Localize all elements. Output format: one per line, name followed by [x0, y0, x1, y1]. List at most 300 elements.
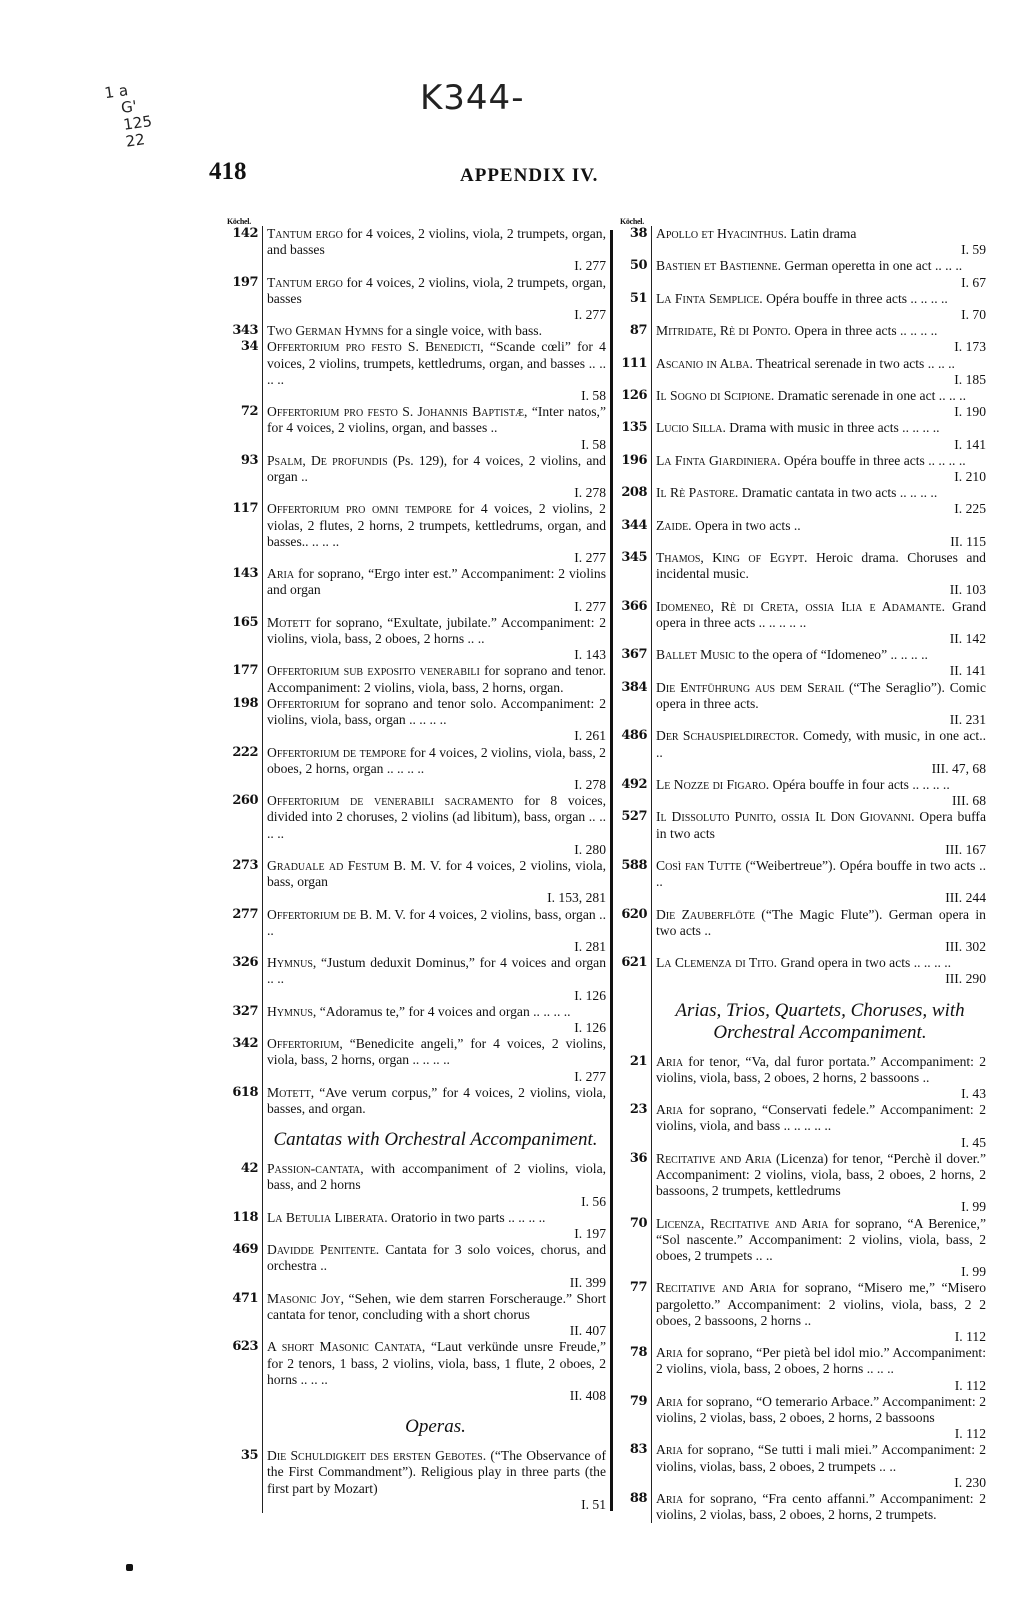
volume-page-reference: III. 290	[945, 971, 986, 987]
catalog-entry	[606, 356, 988, 388]
entry-body	[652, 858, 988, 907]
volume-page-reference: I. 126	[574, 1019, 606, 1035]
work-description: for soprano and tenor. Accompaniment: 2 violins, viola, bass, 2 horns, organ.	[267, 663, 606, 695]
entry-body	[263, 404, 608, 453]
entry-body	[652, 518, 988, 550]
entry-body	[263, 955, 608, 1004]
catalog-entry	[225, 907, 608, 956]
volume-page-reference: I. 58	[581, 436, 606, 452]
entry-body	[263, 323, 608, 339]
entry-body	[652, 485, 988, 517]
work-description: for soprano, “Misero me,” “Misero pargoletto.” Accompaniment: 2 violins, viola, bass, 2 2 oboes, 2 bassoons, 2 horns ..	[656, 1280, 986, 1328]
volume-page-reference: I. 277	[574, 550, 606, 566]
work-description: for soprano, “Ergo inter est.” Accompaniment: 2 violins and organ	[267, 566, 606, 598]
kochel-number: 222	[225, 745, 263, 794]
work-description: “Sehen, wie dem starren Forscherauge.” Short cantata for tenor, concluding with a short chorus	[267, 1290, 606, 1322]
kochel-number: 198	[225, 696, 263, 745]
catalog-entry	[225, 745, 608, 794]
work-title: Two German Hymns	[267, 323, 384, 339]
entry-body	[652, 599, 988, 648]
kochel-number: 23	[606, 1102, 652, 1151]
catalog-entry	[225, 696, 608, 745]
kochel-number: 70	[606, 1216, 652, 1281]
work-title: Offertorium pro festo S. Johannis Baptistæ,	[267, 404, 528, 420]
kochel-number: 618	[225, 1085, 263, 1117]
catalog-entry	[225, 1339, 608, 1404]
work-description: to the opera of “Idomeneo” .. .. .. ..	[738, 647, 928, 663]
entry-body	[263, 1291, 608, 1340]
work-description: German operetta in one act .. .. ..	[784, 258, 963, 274]
volume-page-reference: II. 408	[569, 1388, 606, 1404]
work-description: Opera in three acts .. .. .. ..	[794, 323, 938, 339]
kochel-number: 345	[606, 550, 652, 599]
volume-page-reference: I. 225	[954, 501, 986, 517]
work-description: with accompaniment of 2 violins, viola, bass, and 2 horns	[267, 1161, 606, 1193]
entry-body	[652, 1280, 988, 1345]
entry-body	[263, 858, 608, 907]
catalog-entry	[606, 599, 988, 648]
work-title: La Finta Semplice.	[656, 290, 763, 306]
catalog-entry	[606, 453, 988, 485]
work-description: Dramatic serenade in one act .. .. ..	[777, 388, 966, 404]
entry-body	[263, 501, 608, 566]
volume-page-reference: II. 231	[949, 712, 986, 728]
catalog-entry	[225, 323, 608, 339]
handwritten-margin-marks: 1 a G' 125 22	[103, 81, 154, 153]
catalog-entry	[225, 1291, 608, 1340]
handwritten-catalog-mark: K344-	[420, 78, 525, 118]
section-cantatas	[225, 1117, 608, 1161]
section-arias	[606, 988, 988, 1054]
work-title: Ascanio in Alba.	[656, 355, 753, 371]
work-description: (“Weibertreue”). Opéra bouffe in two acts .. ..	[656, 857, 986, 890]
catalog-entry	[606, 1345, 988, 1394]
work-description: (“The Seraglio”). Comic opera in three acts.	[656, 679, 986, 711]
work-title: Recitative and Aria	[656, 1150, 772, 1166]
kochel-number: 527	[606, 809, 652, 858]
catalog-entry	[606, 1442, 988, 1491]
catalog-entry	[225, 1242, 608, 1291]
work-title: Ballet Music	[656, 647, 735, 663]
volume-page-reference: I. 56	[581, 1193, 606, 1209]
volume-page-reference: I. 190	[954, 404, 986, 420]
kochel-number: 117	[225, 501, 263, 566]
entry-body	[263, 1210, 608, 1242]
volume-page-reference: II. 115	[950, 533, 986, 549]
catalog-entry	[606, 955, 988, 987]
entry-body	[652, 356, 988, 388]
entry-body	[652, 1394, 988, 1443]
catalog-entry	[606, 323, 988, 355]
work-description: for soprano, “O temerario Arbace.” Accompaniment: 2 violins, 2 violas, bass, 2 oboes, 2 horns, 2 bassoons	[656, 1393, 986, 1426]
kochel-number: 384	[606, 680, 652, 729]
entry-body	[263, 226, 608, 275]
work-title: Aria	[656, 1491, 684, 1507]
entry-body	[652, 647, 988, 679]
catalog-entry	[606, 388, 988, 420]
volume-page-reference: I. 143	[574, 647, 606, 663]
work-description: “Scande cœli” for 4 voices, 2 violins, trumpets, kettledrums, organ, and basses .. .. .. ..	[267, 339, 606, 387]
kochel-number: 78	[606, 1345, 652, 1394]
kochel-number: 50	[606, 258, 652, 290]
work-title: Così fan Tutte	[656, 857, 742, 873]
work-description: for tenor, “Va, dal furor portata.” Accompaniment: 2 violins, viola, bass, 2 oboes, 2 horns, 2 bassoons ..	[656, 1053, 986, 1085]
kochel-number: 366	[606, 599, 652, 648]
work-description: for 8 voices, divided into 2 choruses, 2 violins (ad libitum), bass, organ .. .. .. ..	[267, 793, 606, 841]
work-description: for soprano, “Fra cento affanni.” Accompaniment: 2 violins, 2 violas, bass, 2 oboes, 2 horns, 2 trumpets.	[656, 1491, 986, 1523]
entry-body	[652, 1102, 988, 1151]
work-title: Aria	[656, 1053, 684, 1069]
kochel-number: 87	[606, 323, 652, 355]
work-title: Motett,	[267, 1084, 315, 1100]
entry-body	[652, 226, 988, 258]
work-description: Opera buffa in two acts	[656, 809, 986, 841]
kochel-number: 118	[225, 1210, 263, 1242]
running-head: APPENDIX IV.	[460, 165, 599, 186]
volume-page-reference: I. 112	[954, 1377, 986, 1393]
work-title: La Betulia Liberata.	[267, 1209, 388, 1225]
catalog-entry	[225, 1004, 608, 1036]
work-description: for 4 voices, 2 violins, viola, bass, 2 oboes, 2 horns, organ .. .. .. ..	[267, 744, 606, 776]
entry-body	[652, 453, 988, 485]
work-description: for a single voice, with bass.	[386, 323, 542, 339]
work-description: for soprano, “Conservati fedele.” Accompaniment: 2 violins, viola, and bass .. .. .. .. ..	[656, 1102, 986, 1134]
work-description: Grand opera in two acts .. .. .. ..	[780, 955, 952, 971]
work-title: Recitative and Aria	[656, 1280, 777, 1296]
work-title: Masonic Joy,	[267, 1290, 344, 1306]
entry-body	[263, 1004, 608, 1036]
work-description: (Ps. 129), for 4 voices, 2 violins, and organ ..	[267, 452, 606, 485]
work-title: Aria	[656, 1102, 684, 1118]
work-title: Die Entführung aus dem Serail	[656, 679, 845, 695]
work-title: Offertorium pro omni tempore	[267, 501, 452, 517]
kochel-number: 344	[606, 518, 652, 550]
work-description: “Justum deduxit Dominus,” for 4 voices and organ .. ..	[267, 955, 606, 987]
volume-page-reference: I. 278	[574, 776, 606, 792]
entry-body	[263, 1448, 608, 1513]
volume-page-reference: I. 70	[961, 307, 986, 323]
work-title: Lucio Silla.	[656, 420, 726, 436]
kochel-number: 21	[606, 1054, 652, 1103]
entry-body	[263, 566, 608, 615]
volume-page-reference: I. 278	[574, 485, 606, 501]
work-title: Le Nozze di Figaro.	[656, 776, 770, 792]
entry-body	[652, 1491, 988, 1523]
catalog-entry	[606, 1216, 988, 1281]
kochel-number: 177	[225, 663, 263, 695]
entry-body	[652, 388, 988, 420]
page-number: 418	[209, 158, 247, 185]
volume-page-reference: I. 197	[574, 1225, 606, 1241]
kochel-number: 273	[225, 858, 263, 907]
catalog-entry	[225, 275, 608, 324]
work-description: Drama with music in three acts .. .. .. ..	[729, 420, 940, 436]
work-description: Cantata for 3 solo voices, chorus, and orchestra ..	[267, 1242, 606, 1274]
work-title: Offertorium de B. M. V.	[267, 906, 406, 922]
work-description: Comedy, with music, in one act.. ..	[656, 728, 986, 760]
work-description: Opera in two acts ..	[695, 517, 801, 533]
kochel-number: 143	[225, 566, 263, 615]
work-title: Offertorium de tempore	[267, 744, 407, 760]
volume-page-reference: I. 112	[954, 1426, 986, 1442]
kochel-number: 588	[606, 858, 652, 907]
work-title: Mitridate, Rè di Ponto.	[656, 323, 791, 339]
entry-body	[263, 745, 608, 794]
kochel-number: 342	[225, 1036, 263, 1085]
work-description: “Benedicite angeli,” for 4 voices, 2 violins, viola, bass, 2 horns, organ .. .. .. ..	[267, 1036, 606, 1068]
catalog-entry	[606, 1394, 988, 1443]
kochel-number: 34	[225, 339, 263, 404]
catalog-entry	[606, 291, 988, 323]
volume-page-reference: I. 59	[961, 242, 986, 258]
work-description: Opéra bouffe in four acts .. .. .. ..	[772, 776, 950, 792]
work-title: Tantum ergo	[267, 274, 343, 290]
work-description: (“The Magic Flute”). German opera in two acts ..	[656, 906, 986, 938]
volume-page-reference: III. 167	[945, 841, 986, 857]
work-description: “Adoramus te,” for 4 voices and organ .. .. .. ..	[319, 1003, 571, 1019]
work-description: Dramatic cantata in two acts .. .. .. ..	[741, 485, 938, 501]
volume-page-reference: I. 230	[954, 1474, 986, 1490]
work-title: Psalm, De profundis	[267, 452, 388, 468]
catalog-entry	[225, 501, 608, 566]
work-description: Grand opera in three acts .. .. .. .. ..	[656, 598, 986, 630]
entry-body	[263, 453, 608, 502]
volume-page-reference: I. 261	[574, 728, 606, 744]
catalog-entry	[225, 1085, 608, 1117]
kochel-number: 38	[606, 226, 652, 258]
work-title: Apollo et Hyacinthus.	[656, 226, 787, 241]
volume-page-reference: II. 399	[569, 1274, 606, 1290]
work-title: Passion-cantata,	[267, 1161, 364, 1177]
entry-body	[652, 1054, 988, 1103]
work-description: (Licenza) for tenor, “Perchè il dover.” Accompaniment: 2 violins, viola, bass, 2 oboes, 2 horns, 2 bassoons, 2 trumpets, kettledrums	[656, 1150, 986, 1199]
work-title: Thamos, King of Egypt.	[656, 550, 808, 566]
volume-page-reference: I. 280	[574, 841, 606, 857]
kochel-number: 343	[225, 323, 263, 339]
kochel-number: 126	[606, 388, 652, 420]
catalog-entry	[225, 663, 608, 695]
work-title: Il Rè Pastore.	[656, 485, 739, 501]
entry-body	[652, 728, 988, 777]
work-title: Licenza, Recitative and Aria	[656, 1215, 829, 1231]
kochel-number: 51	[606, 291, 652, 323]
work-title: Aria	[656, 1345, 684, 1361]
work-title: Die Zauberflöte	[656, 906, 755, 922]
catalog-entry	[606, 1102, 988, 1151]
volume-page-reference: I. 185	[954, 371, 986, 387]
entry-body	[652, 1216, 988, 1281]
volume-page-reference: I. 99	[961, 1264, 986, 1280]
volume-page-reference: I. 141	[954, 436, 986, 452]
kochel-number: 77	[606, 1280, 652, 1345]
volume-page-reference: II. 141	[949, 663, 986, 679]
volume-page-reference: I. 112	[954, 1329, 986, 1344]
kochel-number: 196	[606, 453, 652, 485]
entry-body	[652, 809, 988, 858]
catalog-entry	[606, 647, 988, 679]
work-description: Theatrical serenade in two acts .. .. ..	[756, 355, 955, 371]
kochel-number: 83	[606, 1442, 652, 1491]
volume-page-reference: I. 277	[574, 307, 606, 323]
entry-body	[263, 907, 608, 956]
catalog-entry	[225, 1448, 608, 1513]
catalog-entry	[225, 453, 608, 502]
entry-body	[263, 696, 608, 745]
work-title: Offertorium pro festo S. Benedicti,	[267, 339, 484, 355]
volume-page-reference: I. 51	[581, 1496, 606, 1512]
work-description: (“The Observance of the First Commandment”). Religious play in three parts (the first part by Mozart)	[267, 1448, 606, 1496]
volume-page-reference: I. 210	[954, 469, 986, 485]
entry-body	[652, 323, 988, 355]
volume-page-reference: I. 67	[961, 274, 986, 290]
kochel-number: 277	[225, 907, 263, 956]
catalog-entry	[225, 404, 608, 453]
kochel-number: 35	[225, 1448, 263, 1513]
work-title: Motett	[267, 614, 311, 630]
work-description: “Inter natos,” for 4 voices, 2 violins, organ, and basses ..	[267, 404, 606, 436]
work-title: Tantum ergo	[267, 226, 343, 241]
kochel-label: Köchel.	[227, 217, 251, 226]
work-title: Aria	[656, 1442, 684, 1458]
catalog-entry	[225, 339, 608, 404]
work-title: Idomeneo, Rè di Creta, ossia Ilia e Adamante.	[656, 598, 946, 614]
left-column	[225, 214, 608, 1513]
entry-body	[652, 1151, 988, 1216]
entry-body	[652, 420, 988, 452]
work-title: Hymnus,	[267, 1003, 317, 1019]
entry-body	[263, 615, 608, 664]
volume-page-reference: I. 277	[574, 1068, 606, 1084]
kochel-number: 88	[606, 1491, 652, 1523]
catalog-entry	[606, 809, 988, 858]
work-title: Offertorium,	[267, 1036, 343, 1052]
kochel-number: 135	[606, 420, 652, 452]
kochel-number: 623	[225, 1339, 263, 1404]
catalog-entry	[606, 1054, 988, 1103]
entry-body	[263, 663, 608, 695]
entry-body	[652, 1442, 988, 1491]
work-title: Offertorium de venerabili sacramento	[267, 793, 514, 809]
work-title: Die Schuldigkeit des ersten Gebotes.	[267, 1448, 487, 1464]
work-description: for soprano and tenor solo. Accompaniment: 2 violins, viola, bass, organ .. .. .. ..	[267, 695, 606, 728]
kochel-number: 471	[225, 1291, 263, 1340]
work-description: for soprano, “A Berenice,” “Sol nascente.” Accompaniment: 2 violins, viola, bass, 2 oboes, 2 trumpets .. ..	[656, 1215, 986, 1263]
kochel-number: 208	[606, 485, 652, 517]
work-description: for 4 voices, 2 violins, viola, bass, organ	[267, 857, 606, 890]
catalog-entry	[606, 858, 988, 907]
catalog-entry	[225, 566, 608, 615]
work-title: Der Schauspieldirector.	[656, 728, 799, 744]
kochel-number: 93	[225, 453, 263, 502]
catalog-entry	[606, 420, 988, 452]
volume-page-reference: I. 277	[574, 258, 606, 274]
catalog-entry	[606, 907, 988, 956]
section-title: Operas.	[405, 1416, 466, 1438]
catalog-entry	[225, 1161, 608, 1210]
volume-page-reference: I. 277	[574, 598, 606, 614]
kochel-number: 486	[606, 728, 652, 777]
catalog-entry	[225, 955, 608, 1004]
work-title: Graduale ad Festum B. M. V.	[267, 857, 442, 873]
kochel-number: 492	[606, 777, 652, 809]
work-description: for soprano, “Se tutti i mali miei.” Accompaniment: 2 violins, violas, bass, 2 oboes, 2 trumpets .. ..	[656, 1442, 986, 1474]
entry-body	[652, 550, 988, 599]
entry-body	[652, 1345, 988, 1394]
entry-body	[263, 1339, 608, 1404]
volume-page-reference: I. 173	[954, 339, 986, 355]
catalog-entry	[606, 1151, 988, 1216]
catalog-entry	[225, 226, 608, 275]
volume-page-reference: I. 281	[574, 938, 606, 954]
work-title: Offertorium	[267, 695, 340, 711]
kochel-number: 36	[606, 1151, 652, 1216]
section-title: Arias, Trios, Quartets, Choruses, with Orchestral Accompaniment.	[675, 999, 965, 1043]
kochel-number: 142	[225, 226, 263, 275]
catalog-entry	[606, 550, 988, 599]
work-title: Aria	[267, 566, 295, 582]
work-description: for 4 voices, 2 violins, viola, 2 trumpets, organ, basses	[267, 274, 606, 306]
work-title: Offertorium sub exposito venerabili	[267, 663, 480, 679]
entry-body	[263, 1036, 608, 1085]
work-description: Heroic drama. Choruses and incidental music.	[656, 550, 986, 582]
catalog-entry	[606, 1280, 988, 1345]
work-description: for soprano, “Exultate, jubilate.” Accompaniment: 2 violins, viola, bass, 2 oboes, 2 horns .. ..	[267, 614, 606, 647]
work-description: for 4 voices, 2 violins, viola, 2 trumpets, organ, and basses	[267, 226, 606, 258]
volume-page-reference: II. 103	[949, 582, 986, 598]
volume-page-reference: III. 47, 68	[931, 760, 986, 776]
catalog-entry	[225, 1210, 608, 1242]
volume-page-reference: III. 68	[952, 793, 986, 809]
volume-page-reference: II. 407	[569, 1323, 606, 1339]
catalog-entry	[225, 858, 608, 907]
kochel-number: 79	[606, 1394, 652, 1443]
catalog-entry	[225, 1036, 608, 1085]
work-description: Oratorio in two parts .. .. .. ..	[391, 1209, 546, 1225]
work-title: Aria	[656, 1393, 684, 1409]
kochel-number: 327	[225, 1004, 263, 1036]
volume-page-reference: II. 142	[949, 631, 986, 647]
work-description: for 4 voices, 2 violins, bass, organ .. ..	[267, 906, 606, 938]
catalog-entry	[606, 518, 988, 550]
catalog-entry	[606, 777, 988, 809]
work-title: Zaide.	[656, 517, 692, 533]
catalog-entry	[225, 615, 608, 664]
work-title: Il Sogno di Scipione.	[656, 388, 775, 404]
entry-body	[263, 1242, 608, 1291]
right-column	[606, 214, 988, 1523]
work-title: La Clemenza di Tito.	[656, 955, 778, 971]
entry-body	[263, 793, 608, 858]
entry-body	[263, 275, 608, 324]
entry-body	[263, 1161, 608, 1210]
entry-body	[652, 777, 988, 809]
work-description: Latin drama	[790, 226, 857, 241]
work-title: Hymnus,	[267, 955, 317, 971]
entry-body	[652, 907, 988, 956]
entry-body	[652, 680, 988, 729]
work-title: Bastien et Bastienne.	[656, 258, 781, 274]
work-description: Opéra bouffe in three acts .. .. .. ..	[766, 290, 948, 306]
catalog-entry	[606, 258, 988, 290]
kochel-number: 72	[225, 404, 263, 453]
work-title: A short Masonic Cantata,	[267, 1339, 426, 1355]
kochel-number: 165	[225, 615, 263, 664]
kochel-number: 469	[225, 1242, 263, 1291]
section-operas	[225, 1404, 608, 1448]
volume-page-reference: I. 153, 281	[547, 890, 606, 906]
work-title: Davidde Penitente.	[267, 1242, 380, 1258]
kochel-number: 111	[606, 356, 652, 388]
